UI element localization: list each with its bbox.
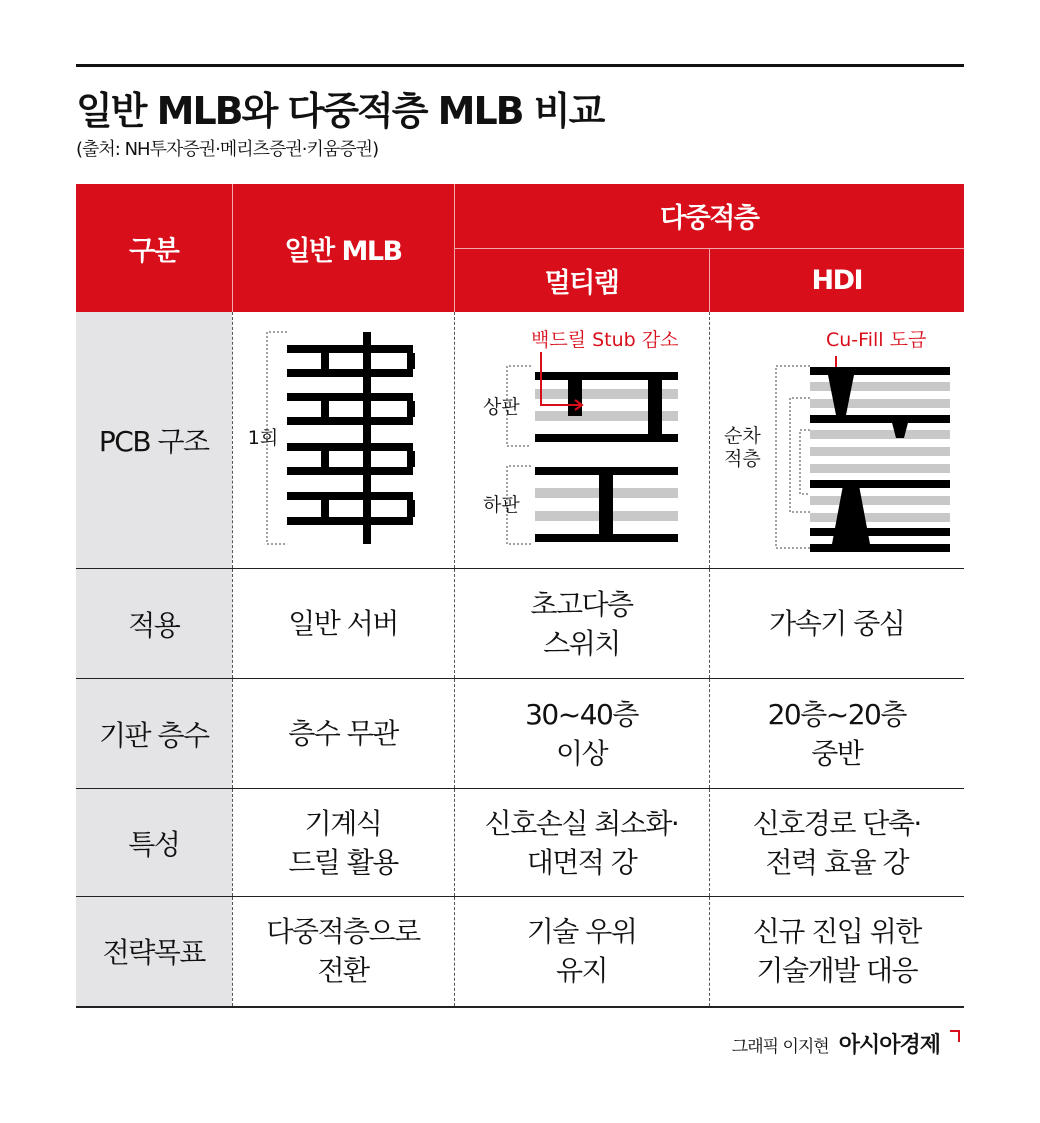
board-layer-line xyxy=(287,393,413,401)
cell-hdi: 가속기 중심 xyxy=(709,569,964,679)
row-label: 기판 층수 xyxy=(76,679,232,789)
board-layer-line xyxy=(287,443,413,451)
board-layer-line xyxy=(287,492,413,500)
board-layer-line xyxy=(287,345,413,353)
row-characteristics xyxy=(76,789,964,897)
board-side-line xyxy=(321,451,329,467)
cell-multilam: 초고다층 스위치 xyxy=(454,569,709,679)
header-hdi: HDI xyxy=(709,248,964,312)
header-multilam: 멀티램 xyxy=(454,248,709,312)
multilam-structure-diagram xyxy=(455,312,710,564)
board-side-line xyxy=(407,500,415,517)
row-label: PCB 구조 xyxy=(76,312,232,569)
source-note: (출처: NH투자증권·메리츠증권·키움증권) xyxy=(76,139,379,160)
header-general-mlb: 일반 MLB xyxy=(232,184,454,312)
cell-general: 층수 무관 xyxy=(232,679,454,789)
hdi-structure-diagram xyxy=(710,312,965,564)
cell-general: 기계식 드릴 활용 xyxy=(232,789,454,897)
general-label: 1회 xyxy=(247,427,278,449)
multilam-upper-label: 상판 xyxy=(482,396,520,418)
header-multi-stack: 다중적층 xyxy=(454,184,964,248)
row-pcb-structure xyxy=(76,312,964,569)
diagram-hdi xyxy=(709,312,964,569)
top-rule xyxy=(76,64,964,67)
board-side-line xyxy=(321,401,329,417)
board-side-line xyxy=(407,451,415,467)
multilam-callout: 백드릴 Stub 감소 xyxy=(530,329,678,351)
board-side-line xyxy=(321,353,329,369)
credit-line xyxy=(732,1028,960,1059)
through-hole-via xyxy=(363,332,371,544)
row-label: 전략목표 xyxy=(76,897,232,1007)
publisher-logo: 아시아경제 xyxy=(838,1033,940,1058)
board-side-line xyxy=(321,500,329,517)
page-title: 일반 MLB와 다중적층 MLB 비교 xyxy=(76,89,604,133)
cell-hdi: 신호경로 단축· 전력 효율 강 xyxy=(709,789,964,897)
cell-hdi: 신규 진입 위한 기술개발 대응 xyxy=(709,897,964,1007)
board-side-line xyxy=(407,401,415,417)
row-strategy xyxy=(76,897,964,1007)
row-application xyxy=(76,569,964,679)
comparison-table xyxy=(76,184,964,1008)
cell-hdi: 20층~20층 중반 xyxy=(709,679,964,789)
cell-general: 다중적층으로 전환 xyxy=(232,897,454,1007)
board-layer-line xyxy=(287,517,413,525)
row-label: 적용 xyxy=(76,569,232,679)
cell-general: 일반 서버 xyxy=(232,569,454,679)
cell-multilam: 기술 우위 유지 xyxy=(454,897,709,1007)
diagram-general-mlb xyxy=(232,312,454,569)
graphic-credit: 그래픽 이지현 xyxy=(731,1037,829,1057)
row-layer-count xyxy=(76,679,964,789)
hdi-stack-label-2: 적층 xyxy=(723,448,761,470)
board-layer-line xyxy=(287,369,413,377)
header-category: 구분 xyxy=(76,184,232,312)
row-label: 특성 xyxy=(76,789,232,897)
board-side-line xyxy=(407,353,415,369)
brand-mark-icon xyxy=(950,1030,960,1042)
board-layer-line xyxy=(287,417,413,425)
hdi-stack-label-1: 순차 xyxy=(723,425,761,447)
general-mlb-structure-diagram xyxy=(233,312,455,564)
hdi-callout: Cu-Fill 도금 xyxy=(825,329,926,351)
diagram-multilam xyxy=(454,312,709,569)
board-layer-line xyxy=(287,467,413,475)
cell-multilam: 30~40층 이상 xyxy=(454,679,709,789)
cell-multilam: 신호손실 최소화· 대면적 강 xyxy=(454,789,709,897)
multilam-lower-label: 하판 xyxy=(482,494,520,516)
